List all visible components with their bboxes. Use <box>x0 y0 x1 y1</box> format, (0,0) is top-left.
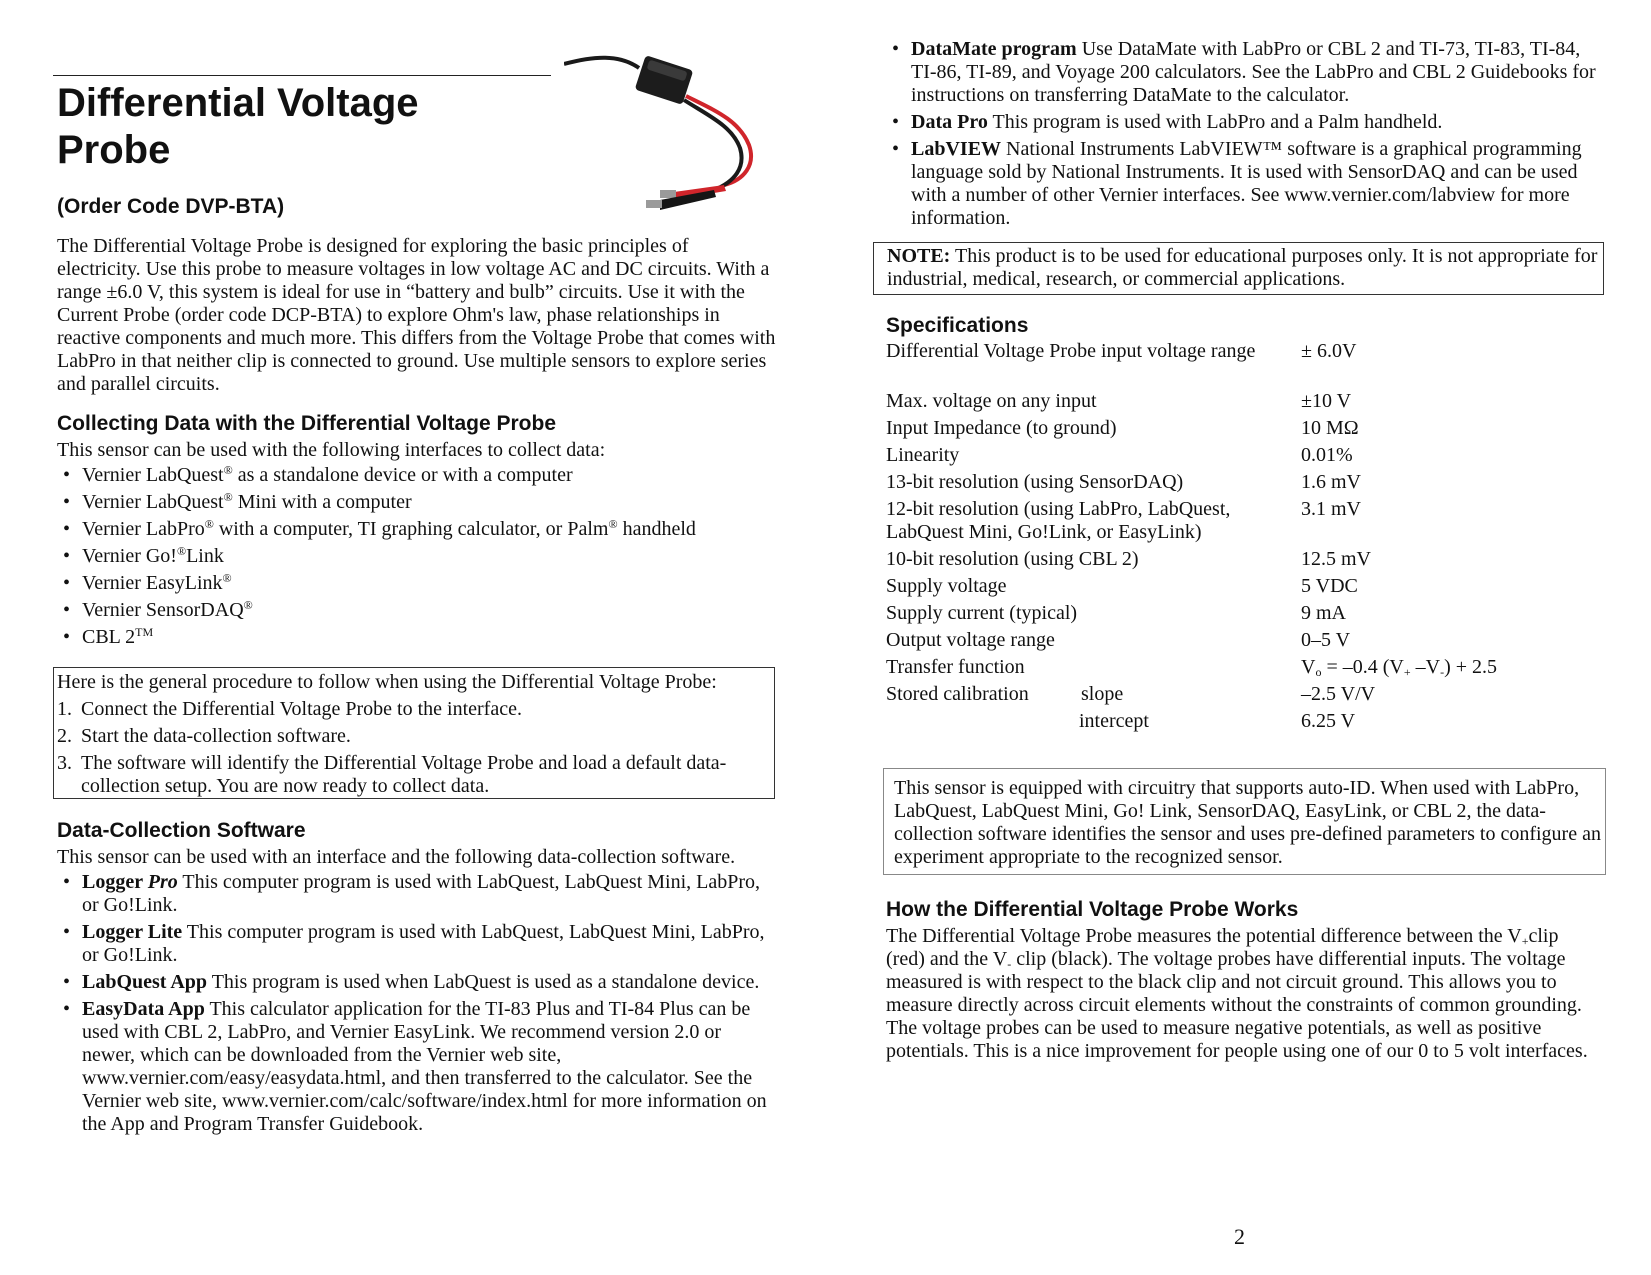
interface-list <box>57 464 770 651</box>
note-box <box>873 242 1604 295</box>
list-item: • Logger Lite This computer program is used with LabQuest, LabQuest Mini, LabPro, or Go!Link. <box>57 921 767 967</box>
table-row: 13-bit resolution (using SensorDAQ) 1.6 mV <box>886 471 1361 493</box>
list-item: • Vernier Go!®Link <box>57 545 770 572</box>
list-item: • Logger Pro This computer program is used with LabQuest, LabQuest Mini, LabPro, or Go!Link. <box>57 871 767 917</box>
title-line-1: Differential Voltage <box>57 81 419 125</box>
collecting-lead: This sensor can be used with the following interfaces to collect data: <box>57 439 606 461</box>
list-item: • Data Pro This program is used with LabPro and a Palm handheld. <box>886 111 1596 134</box>
list-item: • Vernier LabPro® with a computer, TI graphing calculator, or Palm® handheld <box>57 518 770 545</box>
list-item: • LabVIEW National Instruments LabVIEW™ software is a graphical programming language sold by National Instruments. It is used with SensorDAQ and can be used with a number of other Vernier interfaces. See www.vernier.com/labview for more information. <box>886 138 1596 230</box>
transfer-function-value: $V_o = -0.4$ ($V_+$ $-V_-) + 2.5$ <box>1301 656 1498 679</box>
how-it-works-section <box>886 897 1606 1063</box>
page-number: 2 <box>1234 1224 1245 1249</box>
how-it-works-heading: How the Differential Voltage Probe Works <box>886 898 1299 921</box>
list-item: • Vernier EasyLink® <box>57 572 770 599</box>
how-it-works-paragraph: The Differential Voltage Probe measures the potential difference between the $V_+clip$ (red) and the $V_-$ clip (black). The voltage probes have differential inputs. The voltage measured is with respect to the black clip and not circuit ground. This allows you to measure directly across circuit elements without the constraints of common grounding. The voltage probes can be used to measure negative potentials, as well as positive potentials. This is a nice improvement for people using one of our 0 to 5 volt interfaces. <box>886 925 1588 1062</box>
procedure-step: 3. The software will identify the Differential Voltage Probe and load a default data-collection setup. You are now ready to collect data. <box>57 752 727 797</box>
specifications-heading: Specifications <box>886 314 1029 337</box>
table-row: Linearity 0.01% <box>886 444 1353 466</box>
procedure-step: 1. Connect the Differential Voltage Probe to the interface. <box>57 698 522 720</box>
intro-paragraph: The Differential Voltage Probe is designed for exploring the basic principles of electricity. Use this probe to measure voltages in low voltage AC and DC circuits. With a range ±6.0 V, this system is ideal for use in “battery and bulb” circuits. Use it with the Current Probe (order code DCP-BTA) to explore Ohm's law, phase relationships in reactive components and much more. This differs from the Voltage Probe that comes with LabPro in that neither clip is connected to ground. Use multiple sensors to explore series and parallel circuits. <box>57 235 776 395</box>
table-row: intercept 6.25 V <box>1079 710 1356 732</box>
black-lead <box>684 100 742 190</box>
table-row: Max. voltage on any input ±10 V <box>886 390 1352 412</box>
software-list <box>57 871 767 1136</box>
software-section <box>57 818 770 1136</box>
list-item: • DataMate program Use DataMate with LabPro or CBL 2 and TI-73, TI-83, TI-84, TI-86, TI-89, and Voyage 200 calculators. See the LabPro and CBL 2 Guidebooks for instructions on transferring DataMate to the calculator. <box>886 38 1596 107</box>
specifications-table <box>886 340 1606 737</box>
table-row: Output voltage range 0–5 V <box>886 629 1351 651</box>
table-row: Supply voltage 5 VDC <box>886 575 1358 597</box>
table-row: Transfer function $V_o = -0.4$ ($V_+$ $-V_-) + 2.5$ <box>886 656 1606 683</box>
table-row: Supply current (typical) 9 mA <box>886 602 1346 624</box>
note-label: NOTE: <box>887 245 951 267</box>
procedure-box <box>53 667 775 799</box>
list-item: • Vernier LabQuest® Mini with a computer <box>57 491 770 518</box>
probe-body <box>635 55 694 105</box>
table-row: 10-bit resolution (using CBL 2) 12.5 mV <box>886 548 1371 570</box>
software-lead: This sensor can be used with an interface and the following data-collection software. <box>57 846 736 868</box>
list-item: • CBL 2™ <box>57 626 770 651</box>
software-section-continued <box>886 38 1606 230</box>
table-row: Input Impedance (to ground) 10 MΩ <box>886 417 1359 439</box>
auto-id-text: This sensor is equipped with circuitry that supports auto-ID. When used with LabPro, LabQuest, LabQuest Mini, Go! Link, SensorDAQ, EasyLink, or CBL 2, the data-collection software identifies the sensor and uses pre-defined parameters to configure an experiment appropriate to the recognized sensor. <box>894 777 1601 868</box>
procedure-step: 2. Start the data-collection software. <box>57 725 351 747</box>
procedure-intro: Here is the general procedure to follow when using the Differential Voltage Probe: <box>57 671 717 693</box>
order-code: (Order Code DVP-BTA) <box>57 195 285 218</box>
title-line-2: Probe <box>57 128 171 172</box>
note-text: NOTE: This product is to be used for educational purposes only. It is not appropriate for industrial, medical, research, or commercial applications. <box>887 245 1598 290</box>
software-heading: Data-Collection Software <box>57 819 306 842</box>
list-item: • EasyData App This calculator application for the TI-83 Plus and TI-84 Plus can be used with CBL 2, LabPro, and Vernier EasyLink. We recommend version 2.0 or newer, which can be downloaded from the Vernier web site, www.vernier.com/easy/easydata.html, and then transferred to the calculator. See the Vernier web site, www.vernier.com/calc/software/index.html for more information on the App and Program Transfer Guidebook. <box>57 998 767 1136</box>
list-item: • LabQuest App This program is used when LabQuest is used as a standalone device. <box>57 971 767 994</box>
collecting-section <box>57 411 770 651</box>
software-list-continued <box>886 38 1596 230</box>
page-title <box>57 80 557 174</box>
collecting-heading: Collecting Data with the Differential Voltage Probe <box>57 412 557 435</box>
table-row: 12-bit resolution (using LabPro, LabQuest, LabQuest Mini, Go!Link, or EasyLink) 3.1 mV <box>886 498 1361 543</box>
specifications-section <box>886 313 1606 737</box>
probe-image <box>564 50 804 215</box>
list-item: • Vernier LabQuest® as a standalone device or with a computer <box>57 464 770 491</box>
auto-id-box <box>883 768 1606 875</box>
table-row: Stored calibration slope –2.5 V/V <box>886 683 1376 705</box>
list-item: • Vernier SensorDAQ® <box>57 599 770 626</box>
probe-cable <box>564 58 639 68</box>
title-rule <box>53 75 551 76</box>
table-row: Differential Voltage Probe input voltage range ± 6.0V <box>886 340 1357 362</box>
